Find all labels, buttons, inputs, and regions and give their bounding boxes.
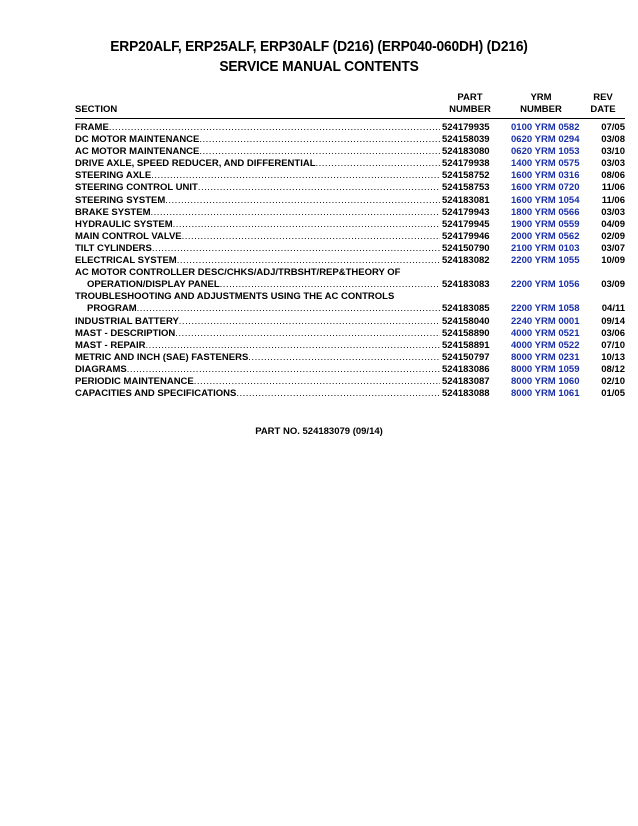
section-name: DC MOTOR MAINTENANCE xyxy=(75,134,200,146)
part-number: 524183085 xyxy=(442,303,490,315)
part-number: 524183081 xyxy=(442,194,490,206)
section-name: DRIVE AXLE, SPEED REDUCER, AND DIFFERENTIAL xyxy=(75,158,316,170)
header-section: SECTION xyxy=(75,104,118,115)
rev-date: 03/03 xyxy=(601,206,625,218)
section-name: ELECTRICAL SYSTEM xyxy=(75,255,177,267)
rev-date: 03/09 xyxy=(601,279,625,291)
part-number: 524179935 xyxy=(442,122,490,133)
part-number: 524150790 xyxy=(442,242,490,254)
yrm-link[interactable]: 1400 YRM 0575 xyxy=(511,158,580,170)
part-number: 524158040 xyxy=(442,315,490,327)
section-name: AC MOTOR MAINTENANCE xyxy=(75,146,200,158)
section-name: CAPACITIES AND SPECIFICATIONS xyxy=(75,388,237,400)
table-row[interactable] xyxy=(75,328,627,340)
yrm-link[interactable]: 8000 YRM 0231 xyxy=(511,351,580,363)
header-divider xyxy=(75,118,625,119)
rev-date: 03/03 xyxy=(601,158,625,170)
rev-date: 09/14 xyxy=(601,315,625,327)
table-row[interactable] xyxy=(75,122,627,134)
table-row[interactable] xyxy=(75,291,627,315)
table-row[interactable] xyxy=(75,231,627,243)
section-name: MAIN CONTROL VALVE xyxy=(75,230,182,242)
yrm-link[interactable]: 8000 YRM 1059 xyxy=(511,363,580,375)
rev-date: 10/13 xyxy=(601,351,625,363)
rev-date: 03/07 xyxy=(601,242,625,254)
part-number: 524183087 xyxy=(442,375,490,387)
rev-date: 07/10 xyxy=(601,339,625,351)
table-row[interactable] xyxy=(75,255,627,267)
table-row[interactable] xyxy=(75,352,627,364)
table-row[interactable] xyxy=(75,134,627,146)
table-row[interactable] xyxy=(75,158,627,170)
section-name: TROUBLESHOOTING AND ADJUSTMENTS USING THE AC CONTROLS xyxy=(75,291,395,303)
yrm-link[interactable]: 0620 YRM 1053 xyxy=(511,146,580,158)
section-name: STEERING SYSTEM xyxy=(75,194,166,206)
part-number: 524179946 xyxy=(442,230,490,242)
section-name: MAST - DESCRIPTION xyxy=(75,327,176,339)
rev-date: 11/06 xyxy=(601,194,625,206)
section-name: STEERING CONTROL UNIT xyxy=(75,182,198,194)
yrm-link[interactable]: 2200 YRM 1058 xyxy=(511,303,580,315)
part-number: 524158752 xyxy=(442,170,490,182)
rev-date: 02/09 xyxy=(601,230,625,242)
rev-date: 03/06 xyxy=(601,327,625,339)
section-name: HYDRAULIC SYSTEM xyxy=(75,218,173,230)
header-part-number: PART NUMBER xyxy=(449,92,491,115)
part-number: 524183082 xyxy=(442,255,490,267)
rev-date: 02/10 xyxy=(601,375,625,387)
yrm-link[interactable]: 2000 YRM 0562 xyxy=(511,230,580,242)
section-name: PROGRAM xyxy=(87,303,137,315)
table-row[interactable] xyxy=(75,195,627,207)
part-number: 524158753 xyxy=(442,182,490,194)
table-row[interactable] xyxy=(75,219,627,231)
table-row[interactable] xyxy=(75,340,627,352)
section-name: FRAME xyxy=(75,122,109,133)
rev-date: 11/06 xyxy=(601,182,625,194)
part-number: 524183086 xyxy=(442,363,490,375)
rev-date: 10/09 xyxy=(601,255,625,267)
section-name: TILT CYLINDERS xyxy=(75,242,152,254)
part-number: 524150797 xyxy=(442,351,490,363)
yrm-link[interactable]: 0620 YRM 0294 xyxy=(511,134,580,146)
rev-date: 04/09 xyxy=(601,218,625,230)
table-row[interactable] xyxy=(75,364,627,376)
part-number: 524179943 xyxy=(442,206,490,218)
yrm-link[interactable]: 4000 YRM 0522 xyxy=(511,339,580,351)
yrm-link[interactable]: 2100 YRM 0103 xyxy=(511,242,580,254)
yrm-link[interactable]: 1800 YRM 0566 xyxy=(511,206,580,218)
table-row[interactable] xyxy=(75,170,627,182)
table-row[interactable] xyxy=(75,267,627,291)
yrm-link[interactable]: 4000 YRM 0521 xyxy=(511,327,580,339)
table-row[interactable] xyxy=(75,182,627,194)
rev-date: 04/11 xyxy=(601,303,625,315)
table-row[interactable] xyxy=(75,388,627,400)
table-row[interactable] xyxy=(75,207,627,219)
section-name: METRIC AND INCH (SAE) FASTENERS xyxy=(75,351,249,363)
contents-table xyxy=(75,122,627,400)
table-row[interactable] xyxy=(75,146,627,158)
section-name: INDUSTRIAL BATTERY xyxy=(75,315,179,327)
table-row[interactable] xyxy=(75,243,627,255)
section-name: BRAKE SYSTEM xyxy=(75,206,151,218)
section-name: DIAGRAMS xyxy=(75,363,127,375)
section-name: MAST - REPAIR xyxy=(75,339,146,351)
part-number: 524183088 xyxy=(442,388,490,400)
header-yrm-number: YRM NUMBER xyxy=(520,92,562,115)
document-subtitle: SERVICE MANUAL CONTENTS xyxy=(219,58,419,75)
document-title: ERP20ALF, ERP25ALF, ERP30ALF (D216) (ERP040-060DH) (D216) xyxy=(110,38,528,55)
rev-date: 08/12 xyxy=(601,363,625,375)
part-number: 524183080 xyxy=(442,146,490,158)
part-number: 524158891 xyxy=(442,339,490,351)
yrm-link[interactable]: 0100 YRM 0582 xyxy=(511,122,580,133)
header-rev-date: REV DATE xyxy=(590,92,616,115)
part-number: 524179938 xyxy=(442,158,490,170)
rev-date: 03/10 xyxy=(601,146,625,158)
part-number: 524179945 xyxy=(442,218,490,230)
yrm-link[interactable]: 1600 YRM 0316 xyxy=(511,170,580,182)
rev-date: 07/05 xyxy=(601,122,625,133)
section-name: AC MOTOR CONTROLLER DESC/CHKS/ADJ/TRBSHT/REP&THEORY OF xyxy=(75,267,401,279)
section-name: OPERATION/DISPLAY PANEL xyxy=(87,279,220,291)
table-row[interactable] xyxy=(75,376,627,388)
rev-date: 03/08 xyxy=(601,134,625,146)
yrm-link[interactable]: 8000 YRM 1060 xyxy=(511,375,580,387)
part-number: 524158039 xyxy=(442,134,490,146)
section-name: STEERING AXLE xyxy=(75,170,152,182)
yrm-link[interactable]: 8000 YRM 1061 xyxy=(511,388,580,400)
table-row[interactable] xyxy=(75,316,627,328)
yrm-link[interactable]: 2240 YRM 0001 xyxy=(511,315,580,327)
yrm-link[interactable]: 1900 YRM 0559 xyxy=(511,218,580,230)
part-number: 524158890 xyxy=(442,327,490,339)
part-number: 524183083 xyxy=(442,279,490,291)
rev-date: 08/06 xyxy=(601,170,625,182)
yrm-link[interactable]: 1600 YRM 1054 xyxy=(511,194,580,206)
yrm-link[interactable]: 1600 YRM 0720 xyxy=(511,182,580,194)
yrm-link[interactable]: 2200 YRM 1056 xyxy=(511,279,580,291)
footer-part-number: PART NO. 524183079 (09/14) xyxy=(255,426,383,437)
rev-date: 01/05 xyxy=(601,388,625,400)
yrm-link[interactable]: 2200 YRM 1055 xyxy=(511,255,580,267)
section-name: PERIODIC MAINTENANCE xyxy=(75,375,194,387)
